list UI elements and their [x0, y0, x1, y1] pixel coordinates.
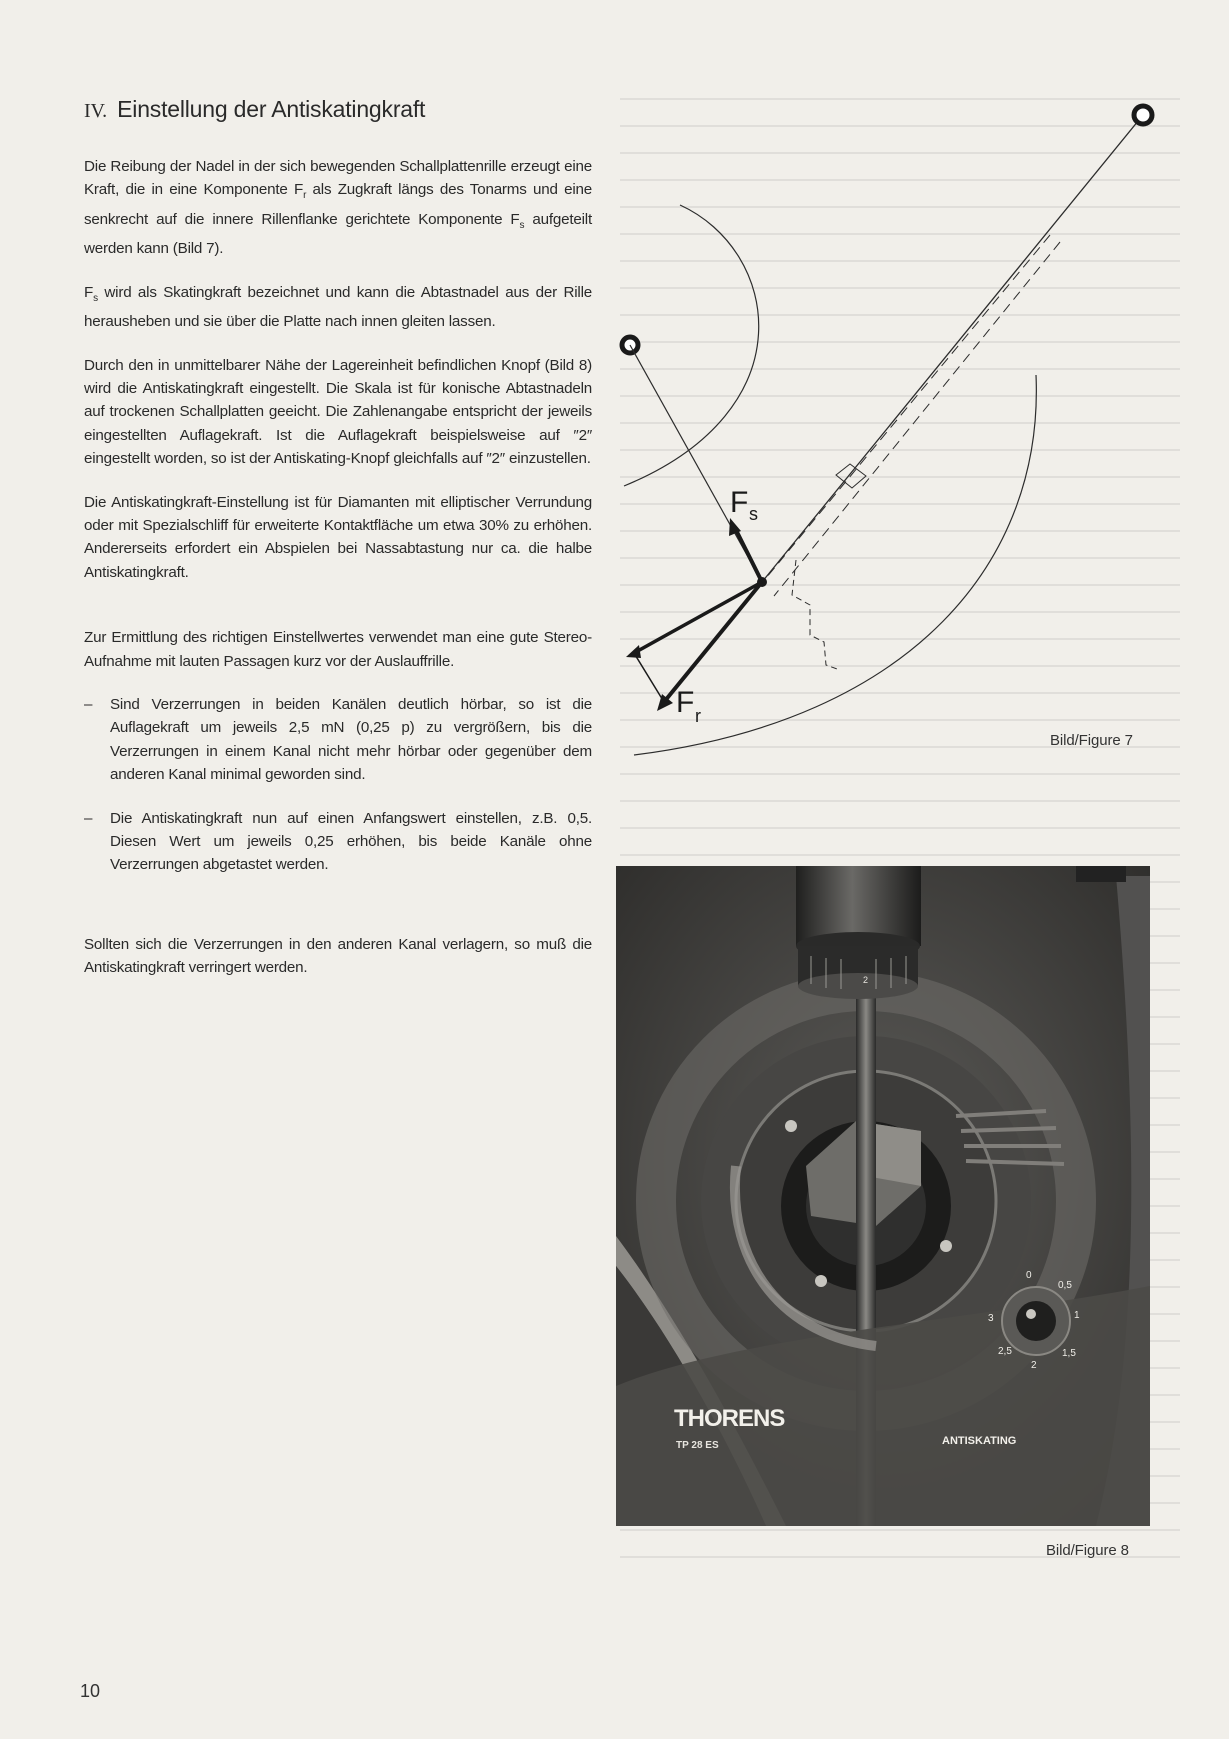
figure-8-photo	[616, 866, 1150, 1526]
dial-mark: 2	[1031, 1360, 1037, 1371]
page-number: 10	[80, 1681, 101, 1701]
dial-mark: 2,5	[998, 1346, 1012, 1357]
fs-arrow-shaft	[735, 528, 762, 582]
tonearm-scale-mark: 2	[863, 975, 869, 985]
label-fs-sub: s	[749, 504, 758, 524]
section-heading	[84, 96, 592, 123]
force-diagram-svg	[604, 90, 1170, 760]
list-item: – Sind Verzerrungen in beiden Kanälen deutlich hörbar, so ist die Auflagekraft um jeweils 2,5 mN (0,25 p) zu vergrößern, bis die Verzerrungen in einem Kanal nicht mehr hörbar oder gegenüber dem anderen Kanal minimal geworden sind.	[84, 696, 592, 784]
dial-mark: 0	[1026, 1270, 1032, 1281]
tonearm-dashed-left	[752, 235, 1050, 595]
figure-7-force-diagram	[604, 90, 1170, 760]
paragraph-procedure: Zur Ermittlung des richtigen Einstellwertes verwendet man eine gute Stereo-Aufnahme mit lauten Passagen kurz vor der Auslauffrille.	[84, 629, 592, 670]
paragraph-friction: Die Reibung der Nadel in der sich bewegenden Schallplattenrille erzeugt eine Kraft, die in eine Komponente $F_r$ als Zugkraft längs des Tonarms und eine senkrecht auf die innere Rillenflanke gerichtete Komponente $F_s$ aufgeteilt werden kann (Bild 7).	[84, 158, 592, 258]
label-fr-sub: r	[695, 706, 701, 726]
resultant-arrowhead	[626, 645, 641, 658]
section-title: Einstellung der Antiskatingkraft	[117, 96, 426, 122]
model-label: TP 28 ES	[676, 1440, 719, 1451]
brand-logo: THORENS	[674, 1405, 785, 1432]
figure-8-caption: Bild/Figure 8	[1046, 1542, 1129, 1559]
cartridge-dashed-outline	[792, 560, 840, 670]
paragraph-reduce: Sollten sich die Verzerrungen in den anderen Kanal verlagern, so muß die Antiskatingkraft verringert werden.	[84, 935, 592, 977]
groove-arc-lower	[634, 375, 1036, 755]
list-item: – Die Antiskatingkraft nun auf einen Anfangswert einstellen, z.B. 0,5. Diesen Wert um jeweils 0,25 erhöhen, bis beide Kanäle ohne Verzerrungen abgetastet werden.	[84, 809, 592, 874]
label-fs: F	[730, 486, 749, 519]
fr-arrow-shaft	[664, 582, 762, 702]
pivot-main-icon	[1134, 106, 1152, 124]
figure-7-caption: Bild/Figure 7	[1050, 732, 1133, 749]
dial-mark: 1,5	[1062, 1348, 1076, 1359]
main-text-column	[84, 96, 592, 1000]
dial-mark: 1	[1074, 1310, 1080, 1321]
paragraph-elliptical: Die Antiskatingkraft-Einstellung ist für Diamanten mit elliptischer Verrundung oder mit Spezialschliff für erweiterte Kontaktfläche um etwa 30% zu erhöhen. Andererseits erfordert ein Abspielen bei Nassabtastung nur ca. die halbe Antiskatingkraft.	[84, 493, 592, 581]
paragraph-knob: Durch den in unmittelbarer Nähe der Lagereinheit befindlichen Knopf (Bild 8) wird die Antiskatingkraft eingestellt. Die Skala ist für konische Abtastnadeln auf trockenen Schallplatten geeicht. Die Zahlenangabe entspricht der jeweils eingestellten Auflagekraft. Ist die Auflagekraft beispielsweise auf ″2″ eingestellt worden, so ist der Antiskating-Knopf gleichfalls auf ″2″ einzustellen.	[84, 356, 592, 468]
dial-mark: 0,5	[1058, 1280, 1072, 1291]
label-fr: F	[676, 686, 695, 719]
helper-none	[622, 475, 735, 528]
turntable-illustration	[616, 866, 1150, 1526]
tonearm-dashed-right	[774, 242, 1060, 596]
resultant-arrow-shaft	[634, 582, 762, 653]
groove-arc-upper	[624, 205, 759, 486]
paragraph-skating-force: $F_s$ wird als Skatingkraft bezeichnet und kann die Abtastnadel aus der Rille herausheben und sie über die Platte nach innen gleiten lassen.	[84, 283, 592, 331]
section-number: IV.	[84, 100, 107, 122]
parallelogram-side	[634, 653, 664, 702]
dial-mark: 3	[988, 1313, 994, 1324]
tonearm-line	[762, 115, 1143, 582]
antiskating-label: ANTISKATING	[942, 1435, 1017, 1447]
